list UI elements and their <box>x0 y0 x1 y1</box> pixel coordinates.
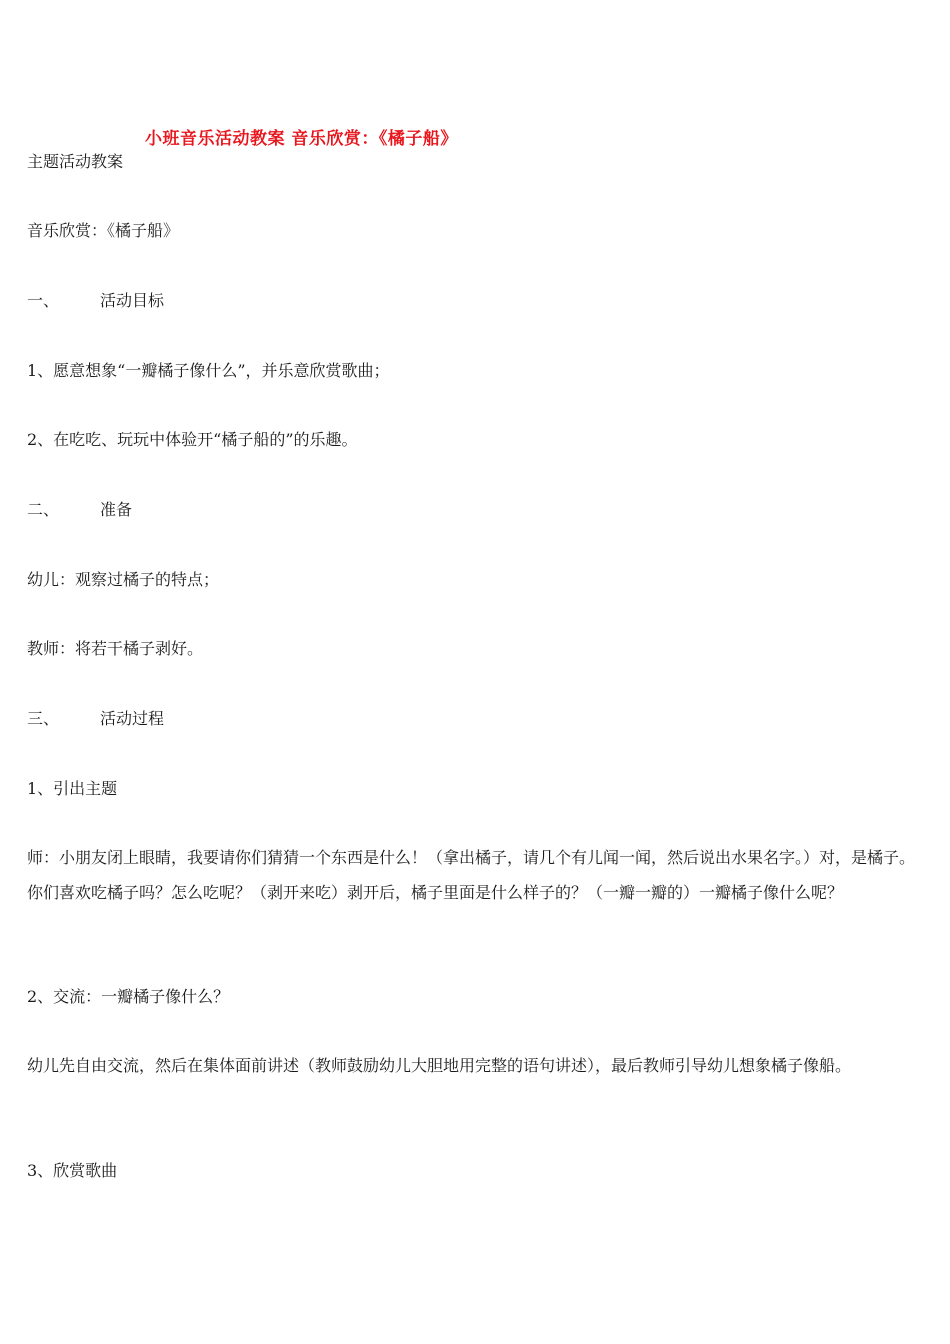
document-title: 小班音乐活动教案 音乐欣赏：《橘子船》 <box>145 129 458 149</box>
section-number: 三、 <box>27 709 60 728</box>
goal-item-1: 1、愿意想象“一瓣橘子像什么”，并乐意欣赏歌曲； <box>27 361 390 380</box>
activity-name-line: 音乐欣赏：《橘子船》 <box>27 221 180 240</box>
section-heading-process <box>27 707 164 731</box>
prep-teacher: 教师：将若干橘子剥好。 <box>27 639 204 658</box>
step-1-heading: 1、引出主题 <box>27 779 118 798</box>
step-1-paragraph: 师：小朋友闭上眼睛，我要请你们猜猜一个东西是什么！（拿出橘子，请几个有儿闻一闻，然后说出水果名字。）对，是橘子。你们喜欢吃橘子吗？怎么吃呢？（剥开来吃）剥开后，橘子里面是什么样子的？（一瓣一瓣的）一瓣橘子像什么呢？ <box>27 848 916 902</box>
theme-line: 主题活动教案 <box>27 152 124 171</box>
section-title: 准备 <box>100 500 133 519</box>
section-number: 二、 <box>27 500 60 519</box>
section-heading-prep <box>27 498 132 522</box>
prep-children: 幼儿：观察过橘子的特点； <box>27 570 220 589</box>
step-2-paragraph: 幼儿先自由交流，然后在集体面前讲述（教师鼓励幼儿大胆地用完整的语句讲述），最后教师引导幼儿想象橘子像船。 <box>27 1056 852 1075</box>
step-2-heading: 2、交流：一瓣橘子像什么？ <box>27 987 230 1006</box>
section-title: 活动目标 <box>100 291 165 310</box>
step-3-heading: 3、欣赏歌曲 <box>27 1161 118 1180</box>
section-heading-goals <box>27 289 164 313</box>
goal-item-2: 2、在吃吃、玩玩中体验开“橘子船的”的乐趣。 <box>27 430 358 449</box>
section-number: 一、 <box>27 291 60 310</box>
section-title: 活动过程 <box>100 709 165 728</box>
